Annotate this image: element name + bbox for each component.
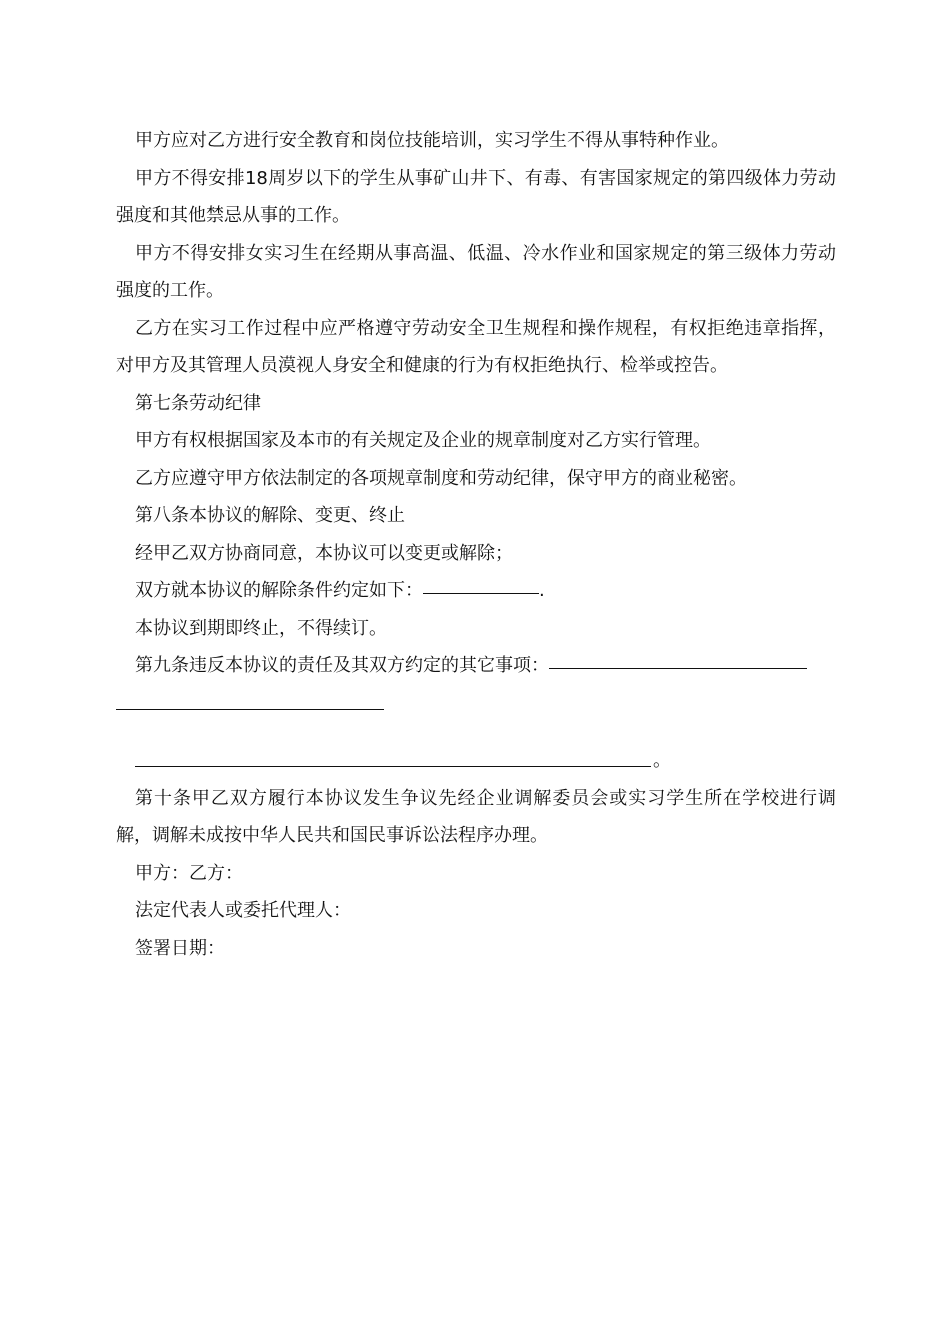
article-9-line bbox=[116, 647, 836, 685]
paragraph-expiry: 本协议到期即终止，不得续订。 bbox=[135, 617, 387, 639]
article-9-blank[interactable] bbox=[549, 667, 807, 669]
paragraph-management-right: 甲方有权根据国家及本市的有关规定及企业的规章制度对乙方实行管理。 bbox=[135, 430, 711, 451]
article-9-title: 第九条违反本协议的责任及其双方约定的其它事项： bbox=[135, 655, 549, 676]
signature-parties: 甲方：乙方： bbox=[135, 862, 243, 884]
paragraph-termination-conditions bbox=[116, 572, 836, 610]
paragraph-discipline: 乙方应遵守甲方依法制定的各项规章制度和劳动纪律，保守甲方的商业秘密。 bbox=[135, 467, 747, 489]
article-9-blank-line-3[interactable] bbox=[135, 765, 651, 767]
document-page bbox=[116, 122, 836, 967]
article-9-end-mark: 。 bbox=[653, 750, 671, 771]
termination-conditions-blank[interactable] bbox=[423, 592, 539, 594]
paragraph-party-b-rights: 乙方在实习工作过程中应严格遵守劳动安全卫生规程和操作规程，有权拒绝违章指挥，对甲方及其管理人员漠视人身安全和健康的行为有权拒绝执行、检举或控告。 bbox=[116, 317, 836, 376]
article-8-title: 第八条本协议的解除、变更、终止 bbox=[135, 505, 405, 526]
signature-representative: 法定代表人或委托代理人： bbox=[135, 900, 351, 921]
termination-conditions-period: . bbox=[539, 580, 545, 601]
article-9-blank-line-2[interactable] bbox=[116, 708, 384, 710]
paragraph-minors-restriction: 甲方不得安排18周岁以下的学生从事矿山井下、有毒、有害国家规定的第四级体力劳动强度和其他禁忌从事的工作。 bbox=[116, 167, 836, 226]
signature-date: 签署日期： bbox=[135, 937, 225, 959]
article-9-blank-final bbox=[116, 742, 836, 780]
article-7-title: 第七条劳动纪律 bbox=[135, 392, 261, 414]
article-10-dispute: 第十条甲乙双方履行本协议发生争议先经企业调解委员会或实习学生所在学校进行调解，调解未成按中华人民共和国民事诉讼法程序办理。 bbox=[116, 787, 836, 846]
paragraph-safety-training: 甲方应对乙方进行安全教育和岗位技能培训，实习学生不得从事特种作业。 bbox=[135, 130, 729, 151]
paragraph-female-restriction: 甲方不得安排女实习生在经期从事高温、低温、冷水作业和国家规定的第三级体力劳动强度的工作。 bbox=[116, 242, 836, 301]
article-9-blank-continuation bbox=[116, 685, 836, 723]
termination-conditions-label: 双方就本协议的解除条件约定如下： bbox=[135, 580, 423, 601]
paragraph-mutual-consent: 经甲乙双方协商同意，本协议可以变更或解除； bbox=[135, 542, 513, 564]
